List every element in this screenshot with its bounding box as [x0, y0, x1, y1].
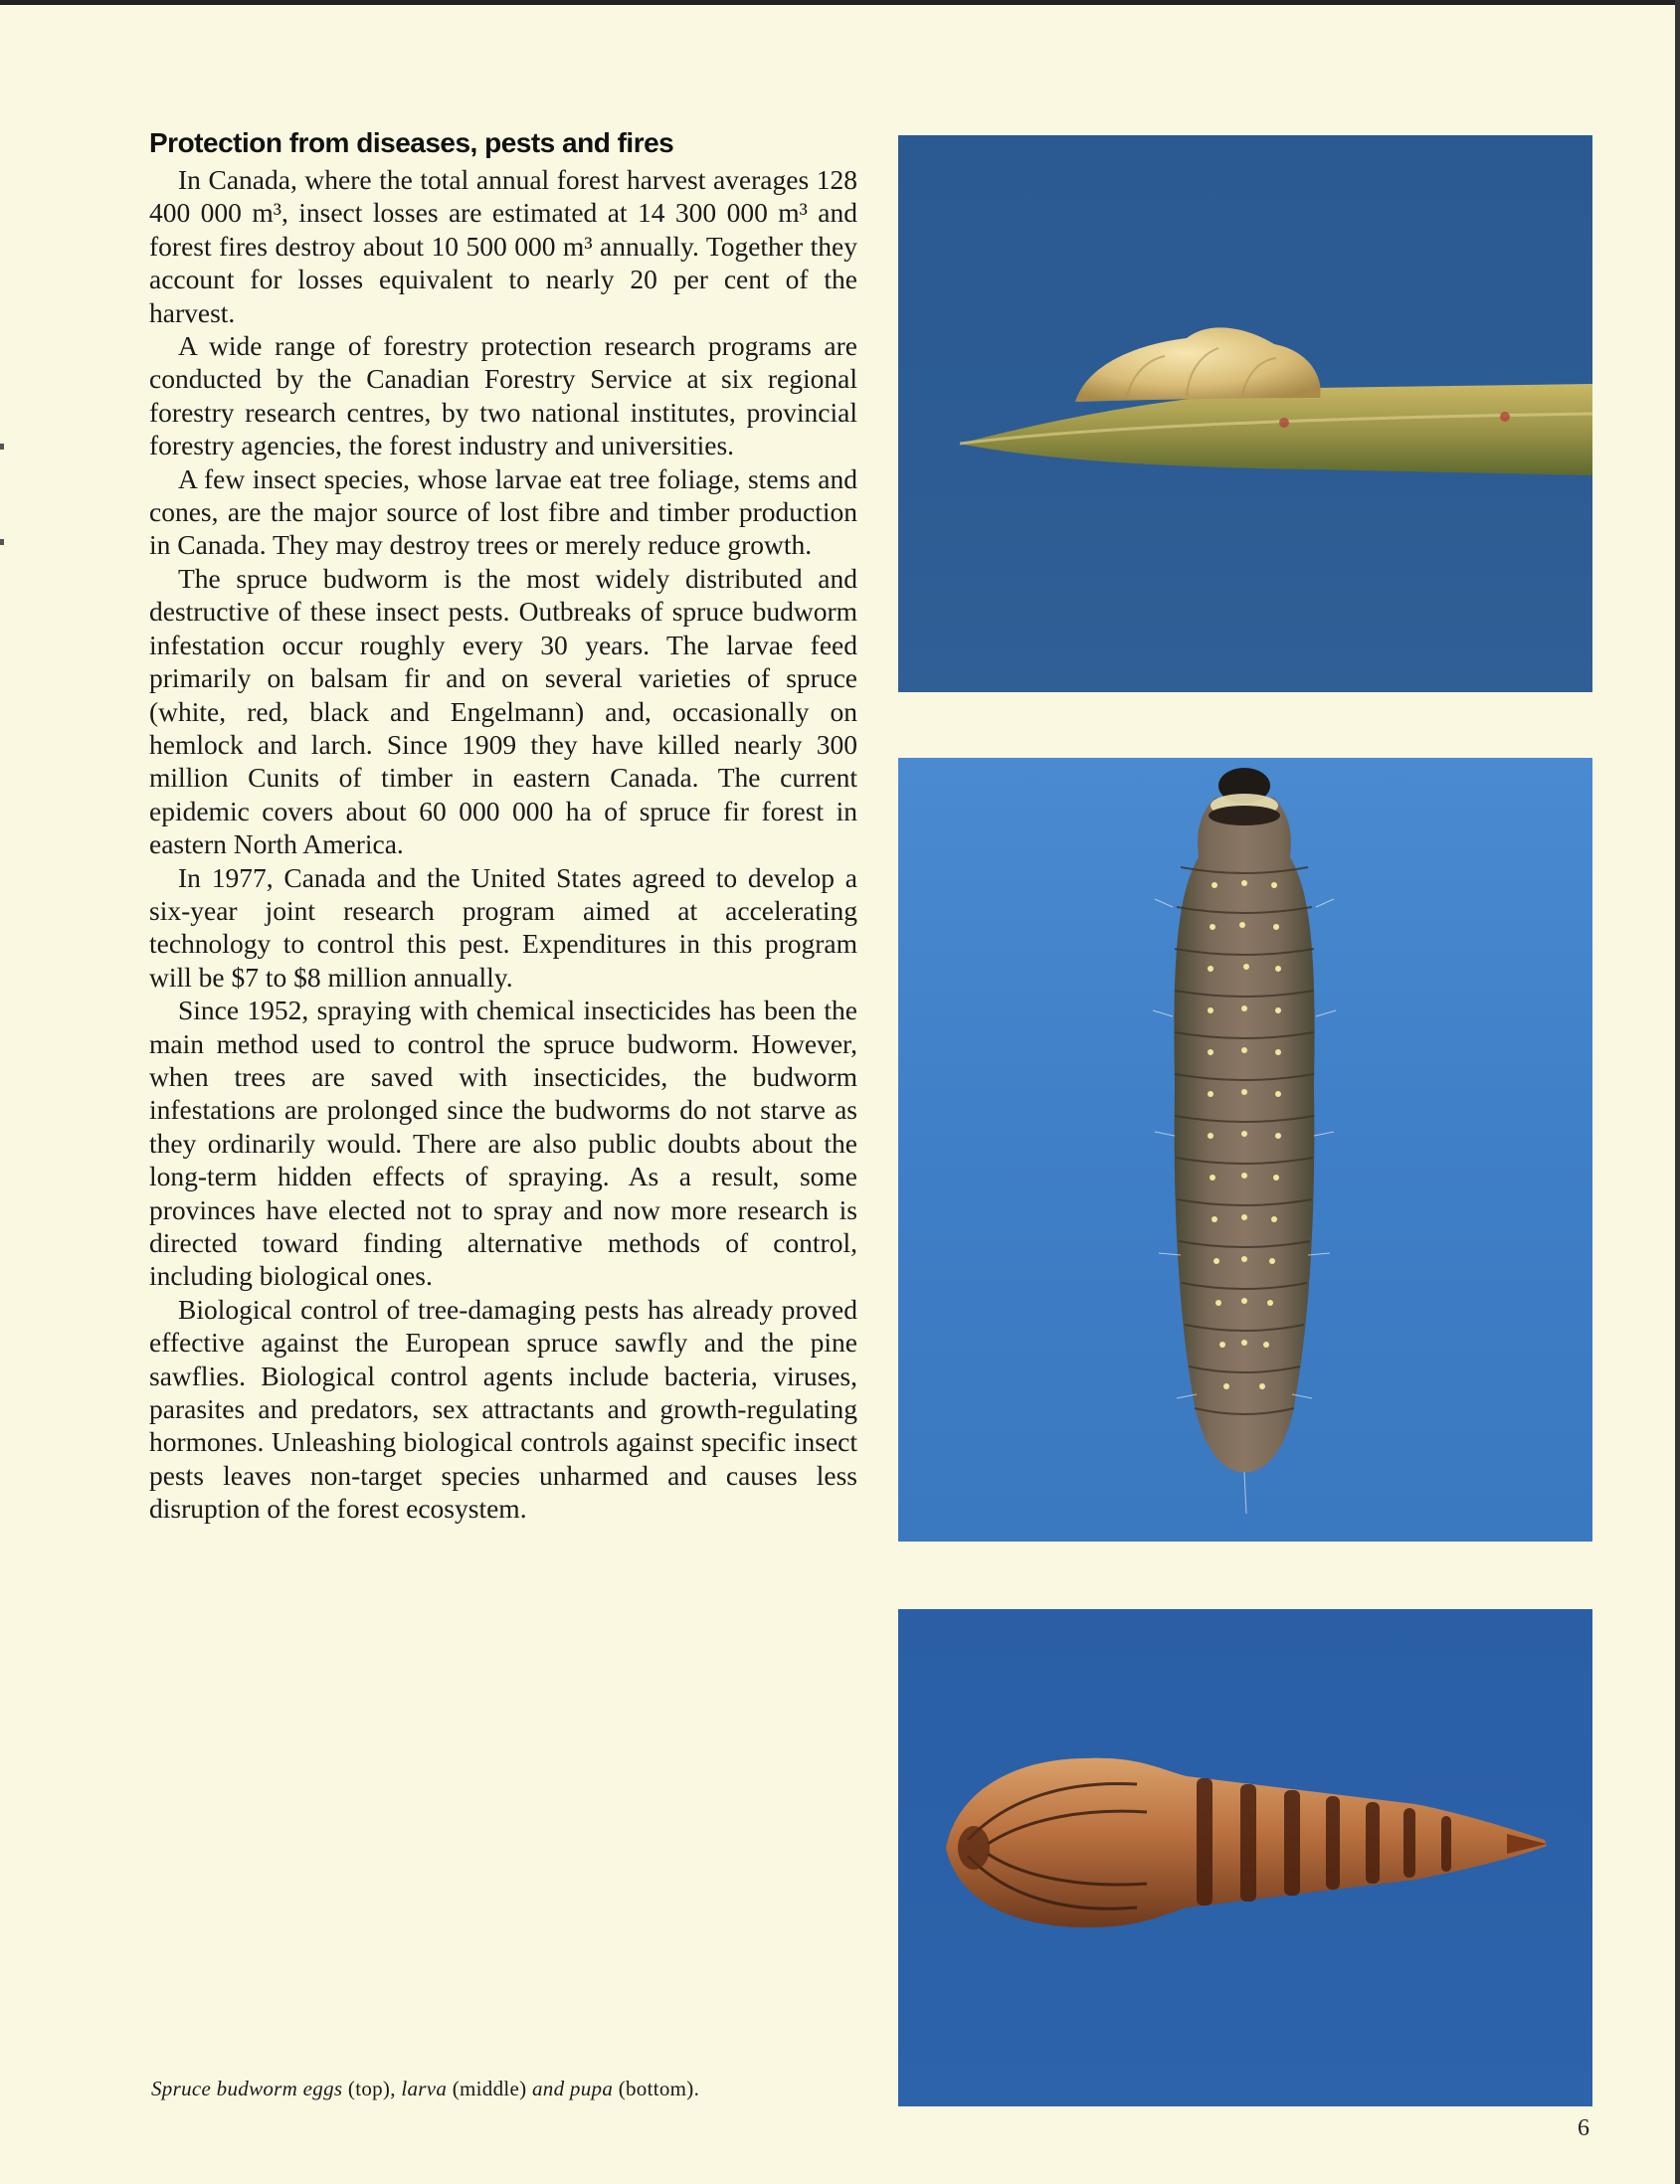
article-paragraph: Since 1952, spraying with chemical insecticides has been the main method used to control the spruce budworm. However, when trees are saved with insecticides, the budworm infestations are prolonged since the budworms do not starve as they ordinarily would. There are also public doubts about the long-term hidden effects of spraying. As a result, some provinces have elected not to spray and now more research is directed toward finding alternative methods of control, including biological ones. [149, 995, 857, 1292]
page-number: 6 [1578, 2115, 1589, 2141]
caption-pupa: and pupa [531, 2077, 614, 2100]
scan-top-border [0, 0, 1680, 5]
article-paragraph: A wide range of forestry protection research programs are conducted by the Canadian Forestry Service at six regional forestry research centres, by two national institutes, provincial forestry agencies, the forest industry and universities. [149, 330, 857, 461]
caption-eggs: Spruce budworm eggs [151, 2077, 343, 2100]
caption-text: (bottom). [613, 2077, 700, 2100]
article-paragraph: A few insect species, whose larvae eat tree foliage, stems and cones, are the major source of lost fibre and timber production in Canada. They may destroy trees or merely reduce growth. [149, 462, 857, 561]
larva-illustration [898, 758, 1592, 1542]
article-heading: Protection from diseases, pests and fires [149, 127, 674, 158]
caption-text: (top), [342, 2077, 402, 2100]
article-paragraph: In 1977, Canada and the United States agreed to develop a six-year joint research program aimed at accelerating technology to control this pest. Expenditures in this program will be $7 to $8 million annually. [149, 861, 857, 993]
scan-mark [0, 539, 4, 545]
pupa-illustration [898, 1609, 1592, 2106]
scan-mark [0, 444, 4, 450]
figure-caption [151, 2077, 847, 2101]
photo-budworm-eggs [898, 135, 1592, 692]
needle-eggs-illustration [898, 135, 1592, 692]
photo-budworm-larva [898, 758, 1592, 1542]
article-column [149, 127, 857, 1526]
article-paragraph: In Canada, where the total annual forest harvest averages 128 400 000 m³, insect losses are estimated at 14 300 000 m³ and forest fires destroy about 10 500 000 m³ annually. Together they account for losses equivalent to nearly 20 per cent of the harvest. [149, 164, 857, 328]
article-paragraph: The spruce budworm is the most widely distributed and destructive of these insect pests. Outbreaks of spruce budworm infestation occur roughly every 30 years. The larvae feed primarily on balsam fir and on several varieties of spruce (white, red, black and Engelmann) and, occasionally on hemlock and larch. Since 1909 they have killed nearly 300 million Cunits of timber in eastern Canada. The current epidemic covers about 60 000 000 ha of spruce fir forest in eastern North America. [149, 562, 857, 860]
photo-budworm-pupa [898, 1609, 1592, 2106]
article-paragraph: Biological control of tree-damaging pests has already proved effective against the European spruce sawfly and the pine sawflies. Biological control agents include bacteria, viruses, parasites and predators, sex attractants and growth-regulating hormones. Unleashing biological controls against specific insect pests leaves non-target species unharmed and causes less disruption of the forest ecosystem. [149, 1293, 857, 1525]
caption-text: (middle) [447, 2077, 532, 2100]
caption-larva: larva [401, 2077, 448, 2100]
scan-right-border [1675, 0, 1680, 2184]
